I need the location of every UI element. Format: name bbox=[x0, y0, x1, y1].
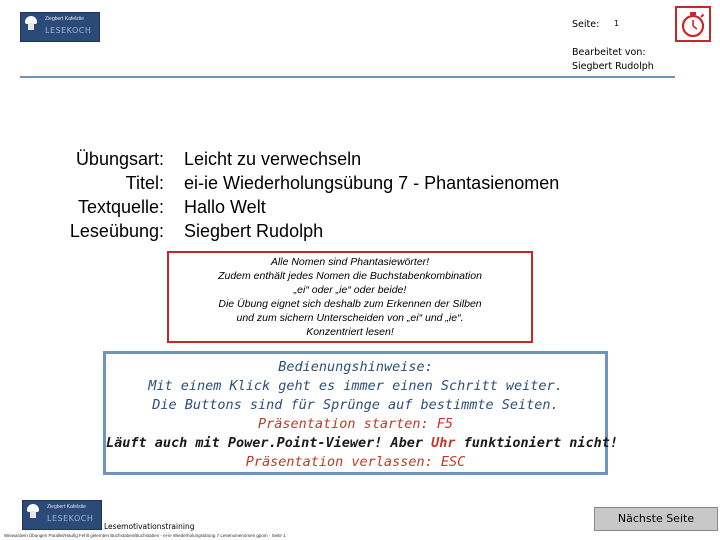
info-box bbox=[167, 251, 533, 343]
instructions-heading: Bedienungshinweise: bbox=[278, 359, 433, 375]
info-line: und zum sichern Unterscheiden von „ei“ und „ie“. bbox=[236, 312, 464, 324]
text-source-value: Hallo Welt bbox=[184, 197, 266, 217]
logo-text-top: Ziegbert Kafelstie bbox=[45, 16, 84, 22]
page-number: 1 bbox=[614, 19, 620, 28]
instructions-box bbox=[103, 351, 619, 475]
info-line: Die Übung eignet sich deshalb zum Erkennen der Silben bbox=[218, 298, 482, 310]
title-label: Titel: bbox=[125, 173, 164, 193]
logo-text-main: LESEKOCH bbox=[47, 514, 94, 523]
edited-by-label: Bearbeitet von: bbox=[572, 47, 646, 58]
viewer-hint-text-end: funktioniert nicht! bbox=[455, 435, 619, 451]
stopwatch-icon bbox=[677, 8, 709, 40]
exit-presentation-hint: Präsentation verlassen: ESC bbox=[245, 454, 466, 470]
title-value: ei-ie Wiederholungsübung 7 - Phantasienomen bbox=[184, 173, 560, 193]
info-line: Zudem enthält jedes Nomen die Buchstabenkombination bbox=[218, 270, 482, 282]
header-divider bbox=[20, 76, 675, 78]
text-source-label: Textquelle: bbox=[77, 197, 164, 217]
reading-exercise-label: Leseübung: bbox=[69, 221, 164, 241]
meta-values bbox=[184, 149, 654, 249]
stopwatch-button[interactable] bbox=[675, 6, 711, 42]
viewer-hint bbox=[106, 435, 619, 451]
exercise-type-label: Übungsart: bbox=[75, 149, 164, 169]
start-presentation-hint: Präsentation starten: F5 bbox=[257, 416, 454, 432]
chef-hat-base bbox=[28, 23, 34, 30]
info-line: Alle Nomen sind Phantasiewörter! bbox=[270, 256, 430, 268]
viewer-hint-text: Läuft auch mit Power.Point-Viewer! Aber bbox=[106, 435, 432, 451]
chef-hat-base bbox=[30, 511, 36, 518]
reading-exercise-value: Siegbert Rudolph bbox=[184, 221, 324, 241]
exercise-type-value: Leicht zu verwechseln bbox=[184, 149, 362, 169]
info-line: Konzentriert lesen! bbox=[306, 326, 394, 338]
edited-by-name: Siegbert Rudolph bbox=[572, 61, 654, 72]
logo bbox=[20, 12, 100, 42]
footer-logo bbox=[22, 500, 102, 530]
logo-text-main: LESEKOCH bbox=[45, 26, 92, 35]
info-line: „ei“ oder „ie“ oder beide! bbox=[293, 284, 407, 296]
meta-labels bbox=[40, 149, 164, 249]
next-page-button[interactable]: Nächste Seite bbox=[594, 507, 718, 531]
timer-word: Uhr bbox=[431, 435, 456, 451]
instructions-line: Die Buttons sind für Sprünge auf bestimmte Seiten. bbox=[152, 397, 559, 413]
page-label: Seite: bbox=[572, 19, 600, 30]
footer-program-name: Lesemotivationstraining bbox=[104, 522, 195, 531]
logo-text-top: Ziegbert Kafelstie bbox=[47, 504, 86, 510]
instructions-line: Mit einem Klick geht es immer einen Schritt weiter. bbox=[148, 378, 563, 394]
footer-path: Wiewardem Übungen Parallel/Häufig Fehlt gelernten Buchstaben/Buchstaben - ei-ie Wiederholungsübung 7 Lesenomenomen gpom - Seite 1 bbox=[4, 533, 286, 538]
